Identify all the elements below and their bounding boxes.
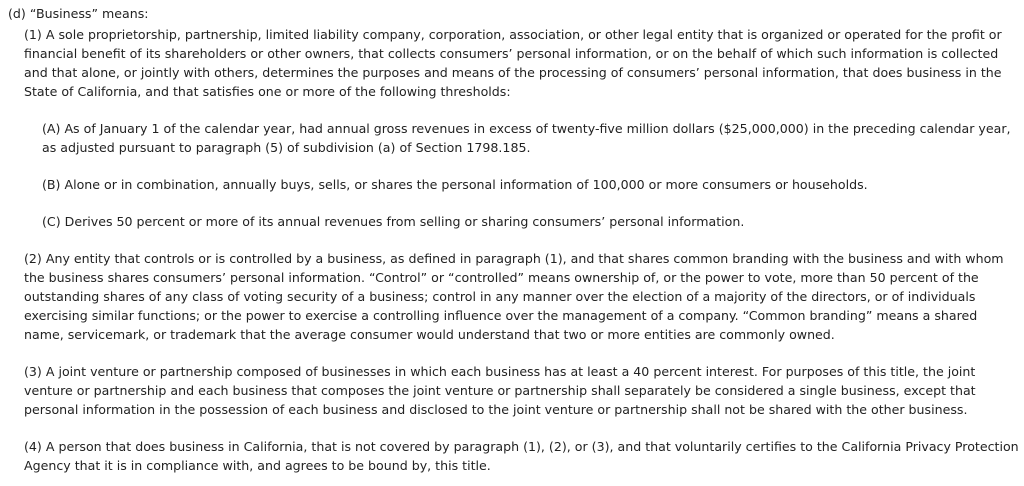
paragraph-2: (2) Any entity that controls or is controlled by a business, as defined in paragraph (1), and that shares common branding with the business and with whom the business shares consumers’ personal information. “Control” or “controlled” means ownership of, or the power to vote, more than 50 percent of the outstanding shares of any class of voting security of a business; control in any manner over the election of a majority of the directors, or of individuals exercising similar functions; or the power to exercise a controlling influence over the management of a company. “Common branding” means a shared name, servicemark, or trademark that the average consumer would understand that two or more entities are commonly owned.: [24, 251, 1004, 342]
section-heading: (d) “Business” means:: [8, 6, 149, 21]
paragraph-1: (1) A sole proprietorship, partnership, limited liability company, corporation, association, or other legal entity that is organized or operated for the profit or financial benefit of its shareholders or other owners, that collects consumers’ personal information, or on the behalf of which such information is collected and that alone, or jointly with others, determines the purposes and means of the processing of consumers’ personal information, that does business in the State of California, and that satisfies one or more of the following thresholds:: [24, 27, 1002, 99]
subparagraph-a: (A) As of January 1 of the calendar year, had annual gross revenues in excess of twenty-five million dollars ($25,000,000) in the preceding calendar year, as adjusted pursuant to paragraph (5) of subdivision (a) of Section 1798.185.: [42, 121, 1011, 155]
subparagraph-b: (B) Alone or in combination, annually buys, sells, or shares the personal information of 100,000 or more consumers or households.: [42, 177, 868, 192]
subparagraph-c: (C) Derives 50 percent or more of its annual revenues from selling or sharing consumers’ personal information.: [42, 214, 745, 229]
paragraph-4: (4) A person that does business in California, that is not covered by paragraph (1), (2), or (3), and that voluntarily certifies to the California Privacy Protection Agency that it is in compliance with, and agrees to be bound by, this title.: [24, 439, 1019, 473]
paragraph-3: (3) A joint venture or partnership composed of businesses in which each business has at least a 40 percent interest. For purposes of this title, the joint venture or partnership and each business that composes the joint venture or partnership shall separately be considered a single business, except that personal information in the possession of each business and disclosed to the joint venture or partnership shall not be shared with the other business.: [24, 364, 976, 417]
